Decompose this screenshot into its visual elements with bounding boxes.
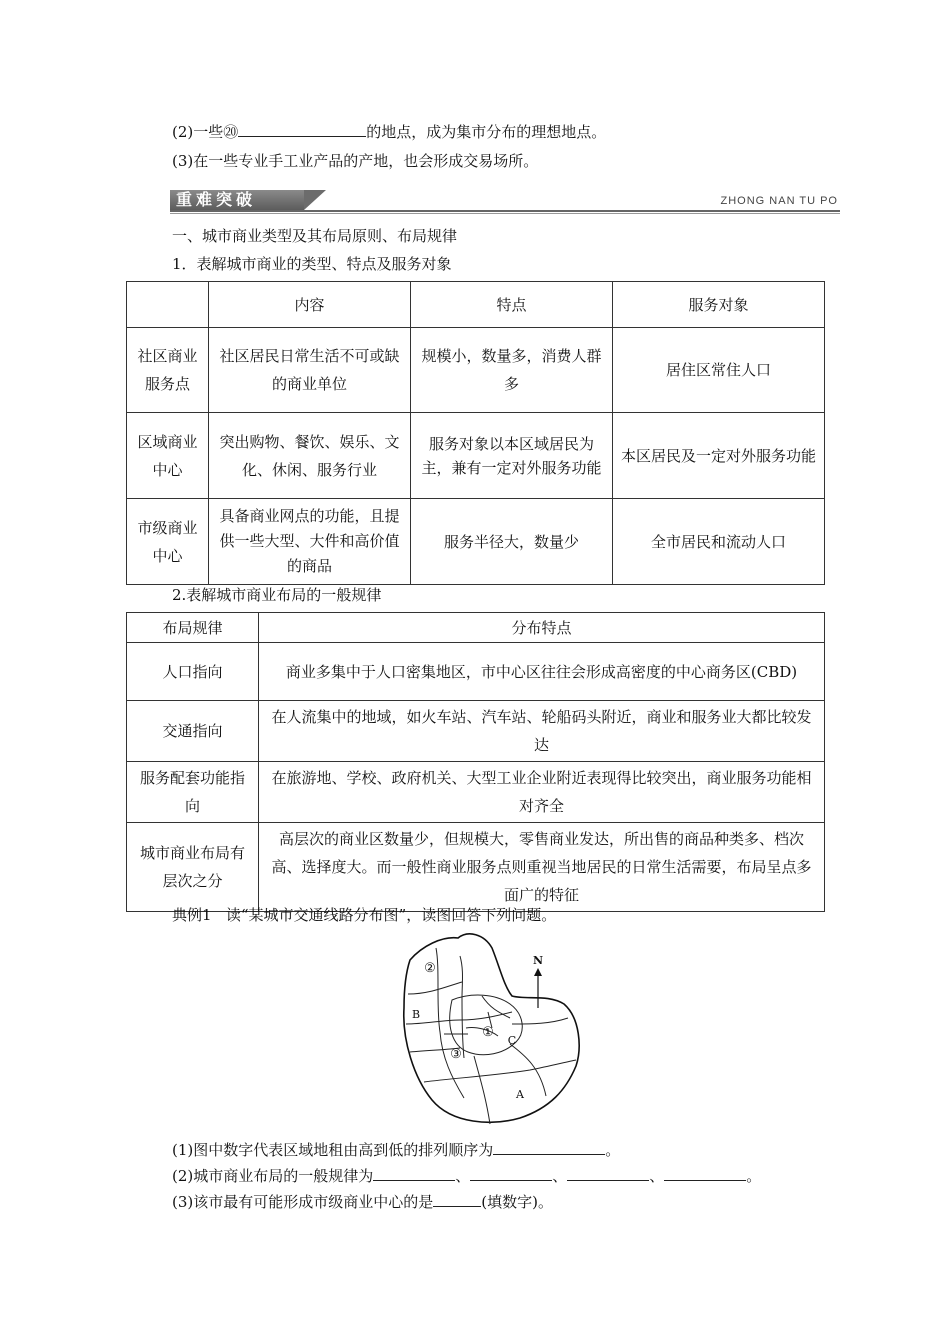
road	[482, 996, 510, 1018]
table-header-cell: 特点	[411, 282, 613, 328]
answer-blank-q1[interactable]	[493, 1140, 605, 1155]
question-2-prefix: (2)城市商业布局的一般规律为	[172, 1167, 374, 1185]
table-row	[127, 413, 825, 499]
table-cell-desc: 在旅游地、学校、政府机关、大型工业企业附近表现得比较突出，商业服务功能相对齐全	[259, 762, 825, 823]
banner-tab-corner	[304, 190, 326, 210]
table-header-cell: 分布特点	[259, 613, 825, 643]
map-label-3: ③	[450, 1047, 462, 1062]
question-2	[172, 1166, 761, 1186]
answer-blank-20[interactable]	[238, 122, 366, 137]
city-traffic-map	[400, 928, 590, 1128]
banner-rule-thin	[170, 213, 840, 214]
answer-blank-q2-1[interactable]	[373, 1166, 455, 1181]
banner-title: 重难突破	[170, 190, 304, 210]
commerce-types-table	[126, 281, 825, 585]
road	[408, 982, 462, 994]
table-row	[127, 499, 825, 585]
table-row	[127, 328, 825, 413]
table-cell-feature: 服务对象以本区域居民为主，兼有一定对外服务功能	[411, 413, 613, 499]
table-cell-content: 社区居民日常生活不可或缺的商业单位	[209, 328, 411, 413]
commerce-layout-table	[126, 612, 825, 912]
answer-blank-q3[interactable]	[433, 1192, 481, 1207]
table-header-cell: 布局规律	[127, 613, 259, 643]
question-1	[172, 1140, 620, 1160]
table-cell-target: 本区居民及一定对外服务功能	[613, 413, 825, 499]
table-cell-desc: 商业多集中于人口密集地区，市中心区往往会形成高密度的中心商务区(CBD)	[259, 643, 825, 701]
table-cell-rule: 人口指向	[127, 643, 259, 701]
question-2-separator: 、	[455, 1167, 471, 1185]
example-prompt-line	[172, 905, 556, 925]
question-1-suffix: 。	[605, 1141, 621, 1159]
question-2-separator: 、	[649, 1167, 665, 1185]
answer-blank-q2-2[interactable]	[470, 1166, 552, 1181]
north-label: N	[532, 954, 544, 967]
question-3	[172, 1192, 553, 1212]
map-label-c: C	[507, 1034, 517, 1047]
question-2-separator: 、	[552, 1167, 568, 1185]
table-cell-feature: 规模小，数量多，消费人群多	[411, 328, 613, 413]
section-1-subheading: 1．表解城市商业的类型、特点及服务对象	[172, 255, 452, 273]
map-label-2: ②	[424, 961, 436, 976]
intro-line-2	[172, 122, 606, 142]
table-cell-content: 突出购物、餐饮、娱乐、文化、休闲、服务行业	[209, 413, 411, 499]
banner-rule	[170, 210, 840, 212]
example-prompt: 读“某城市交通线路分布图”，读图回答下列问题。	[225, 906, 557, 924]
question-3-prefix: (3)该市最有可能形成市级商业中心的是	[172, 1193, 434, 1211]
question-1-prefix: (1)图中数字代表区域地租由高到低的排列顺序为	[172, 1141, 494, 1159]
map-label-b: B	[411, 1008, 421, 1021]
question-3-suffix: (填数字)。	[481, 1193, 553, 1211]
intro-line-2-suffix: 的地点，成为集市分布的理想地点。	[366, 123, 607, 141]
table-header-row	[127, 282, 825, 328]
table-cell-type: 社区商业服务点	[127, 328, 209, 413]
table-header-cell: 内容	[209, 282, 411, 328]
map-label-1: ①	[482, 1025, 494, 1040]
road	[460, 956, 464, 1058]
table-cell-target: 全市居民和流动人口	[613, 499, 825, 585]
table-cell-rule: 城市商业布局有层次之分	[127, 823, 259, 912]
table-cell-rule: 服务配套功能指向	[127, 762, 259, 823]
table-cell-feature: 服务半径大，数量少	[411, 499, 613, 585]
table-row	[127, 643, 825, 701]
table-cell-content: 具备商业网点的功能，且提供一些大型、大件和高价值的商品	[209, 499, 411, 585]
table-row	[127, 823, 825, 912]
intro-line-3: (3)在一些专业手工业产品的产地，也会形成交易场所。	[172, 152, 539, 170]
table-header-cell	[127, 282, 209, 328]
answer-blank-q2-4[interactable]	[664, 1166, 746, 1181]
road	[406, 1012, 512, 1024]
question-2-suffix: 。	[746, 1167, 762, 1185]
road	[474, 1056, 490, 1124]
table-row	[127, 762, 825, 823]
section-1-heading: 一、城市商业类型及其布局原则、布局规律	[172, 227, 458, 245]
table-cell-type: 区域商业中心	[127, 413, 209, 499]
table-cell-desc: 高层次的商业区数量少，但规模大，零售商业发达，所出售的商品种类多、档次高、选择度大。而一般性商业服务点则重视当地居民的日常生活需要，布局呈点多面广的特征	[259, 823, 825, 912]
section-banner	[170, 190, 840, 214]
answer-blank-q2-3[interactable]	[567, 1166, 649, 1181]
road	[512, 1018, 568, 1024]
table-row	[127, 701, 825, 762]
north-arrow-icon	[534, 968, 542, 1008]
table-header-cell: 服务对象	[613, 282, 825, 328]
map-label-a: A	[516, 1088, 524, 1101]
table-cell-target: 居住区常住人口	[613, 328, 825, 413]
intro-line-2-prefix: (2)一些⑳	[172, 123, 239, 141]
banner-subtitle: ZHONG NAN TU PO	[720, 195, 838, 207]
example-label: 典例1	[172, 906, 212, 924]
table-cell-desc: 在人流集中的地域，如火车站、汽车站、轮船码头附近，商业和服务业大都比较发达	[259, 701, 825, 762]
table-cell-type: 市级商业中心	[127, 499, 209, 585]
section-2-subheading: 2.表解城市商业布局的一般规律	[172, 586, 382, 604]
table-header-row	[127, 613, 825, 643]
table-cell-rule: 交通指向	[127, 701, 259, 762]
